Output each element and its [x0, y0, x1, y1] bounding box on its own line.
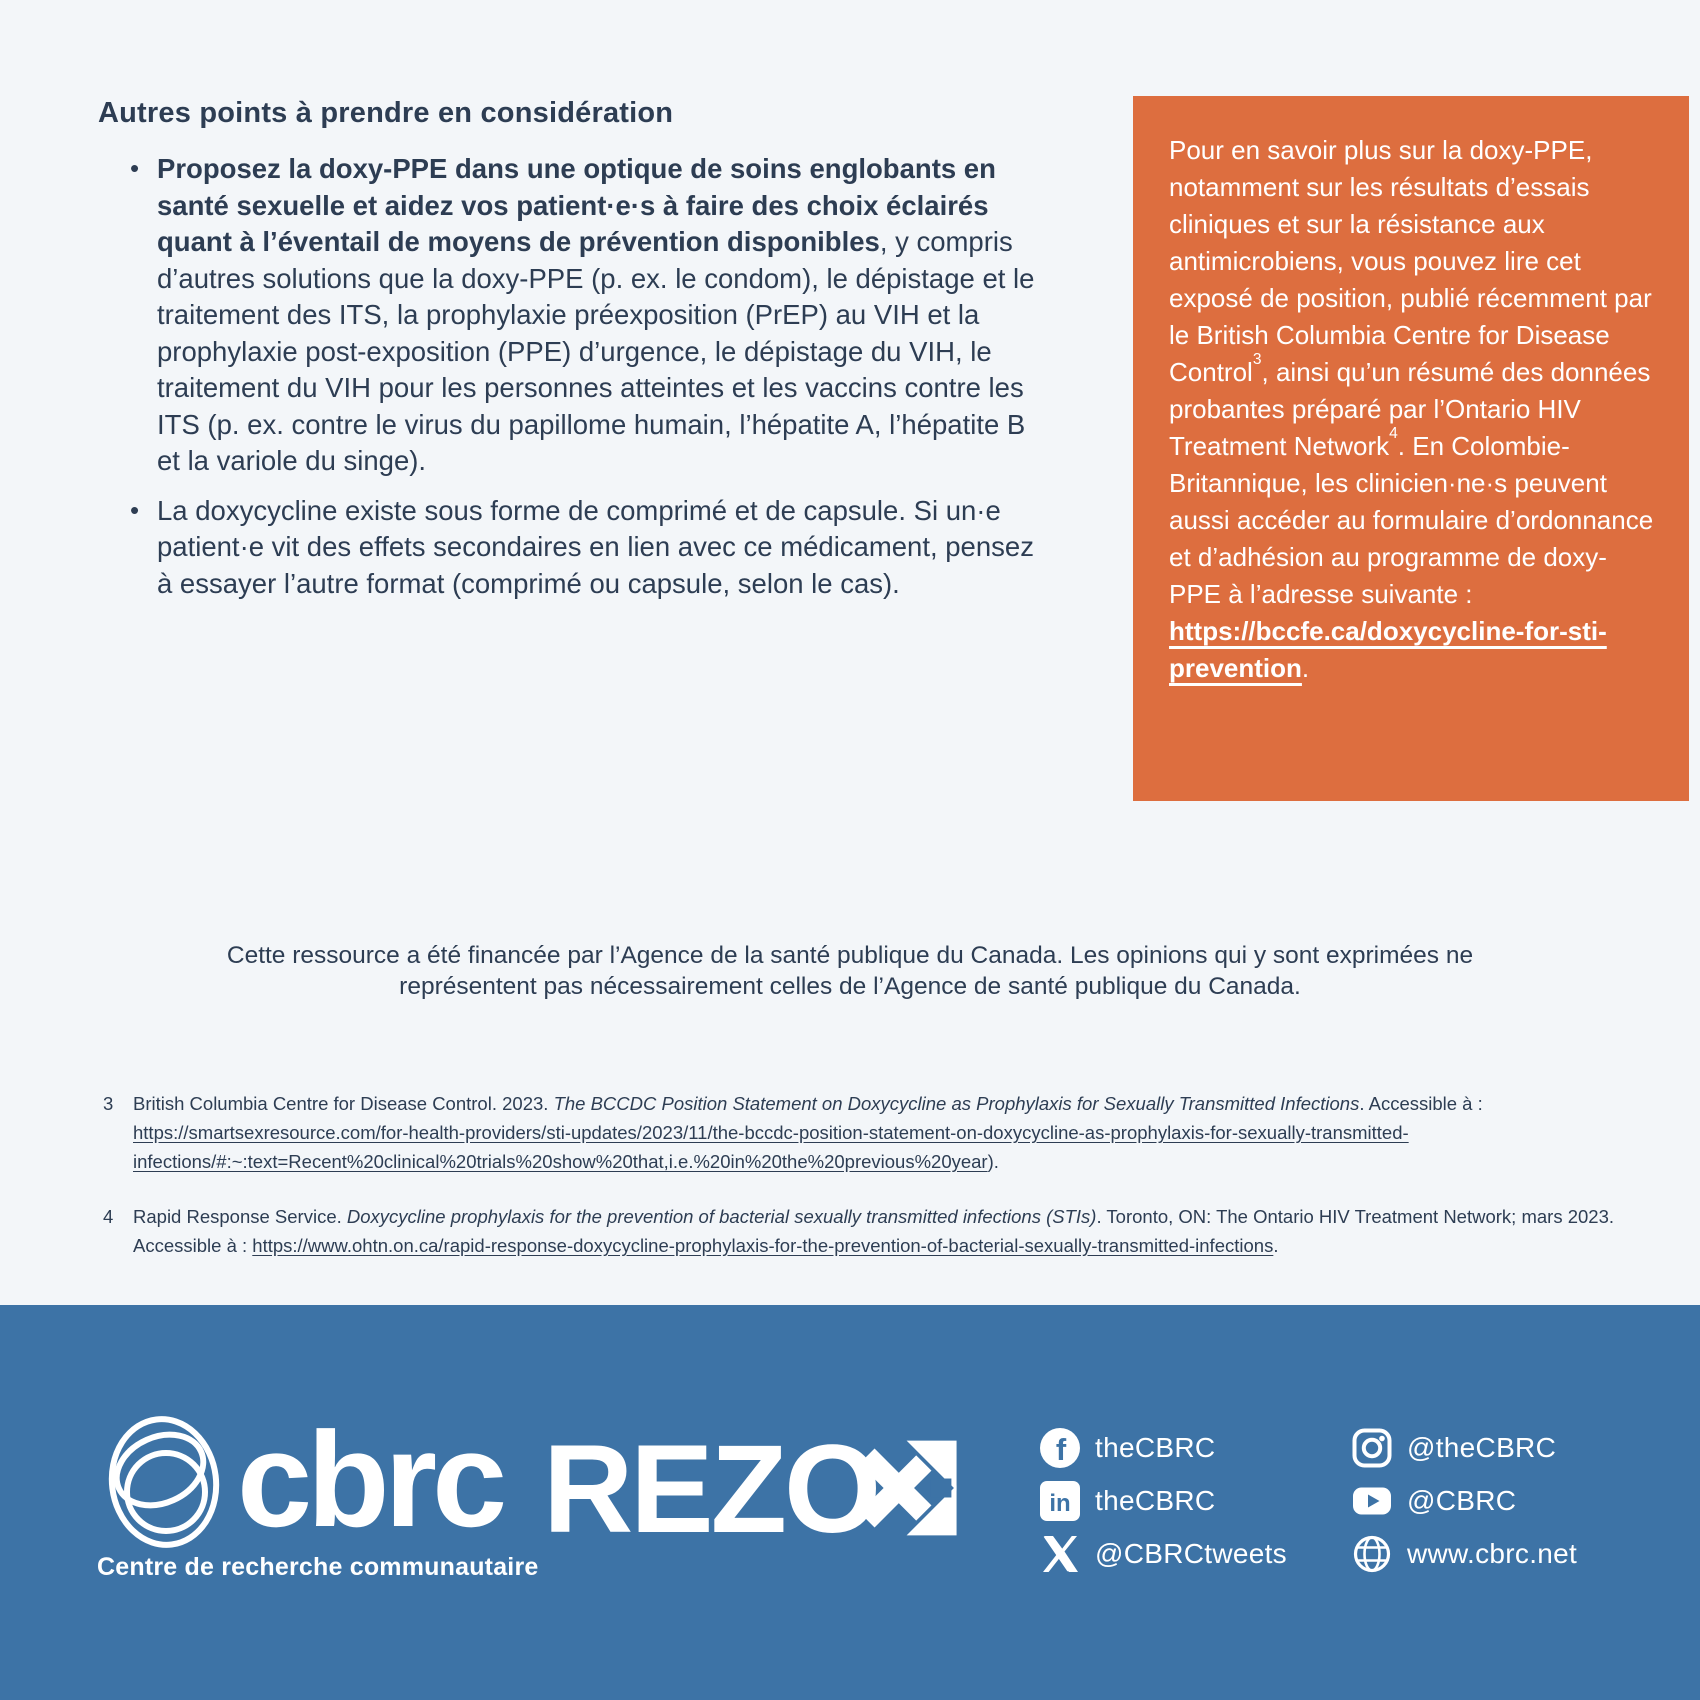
- footnote-number: 3: [103, 1093, 114, 1114]
- social-handle[interactable]: @CBRCtweets: [1095, 1538, 1287, 1569]
- social-handle[interactable]: theCBRC: [1095, 1485, 1216, 1516]
- footnote-4: [103, 1203, 1615, 1261]
- footnote-citation: . Accessible à :: [1359, 1093, 1483, 1114]
- footnote-url-link[interactable]: https://www.ohtn.on.ca/rapid-response-doxycycline-prophylaxis-for-the-prevention-of-bacterial-sexually-transmitted-infections: [252, 1234, 1274, 1256]
- footnote-text: [133, 1203, 1615, 1261]
- footnote-url-link[interactable]: https://smartsexresource.com/for-health-providers/sti-updates/2023/11/the-bccdc-position-statement-on-doxycycline-as-prophylaxis-for-sexually-transmitted-infections/#:~:text=Recent%20clinical%20trials%20show%20that,i.e.%20in%20the%20previous%20year: [133, 1121, 1409, 1172]
- rezo-wordmark: REZO: [543, 1420, 879, 1559]
- footnote-ref-3: 3: [1252, 350, 1262, 368]
- cbrc-rings-logo-icon: [100, 1408, 232, 1550]
- rezo-logo: [543, 1420, 960, 1559]
- funding-disclaimer: Cette ressource a été financée par l’Agence de la santé publique du Canada. Les opinions qui y sont exprimées ne représentent pas nécessairement celles de l’Agence de santé publique du Canada.: [226, 942, 1474, 1000]
- footnote-citation: British Columbia Centre for Disease Control. 2023.: [133, 1093, 554, 1114]
- section-heading: Autres points à prendre en considération: [98, 97, 674, 129]
- bullet-regular-text: La doxycycline existe sous forme de comprimé et de capsule. Si un·e patient·e vit des effets secondaires en lien avec ce médicament, pensez à essayer l’autre format (comprimé ou capsule, selon le cas).: [157, 494, 1034, 599]
- youtube-icon: [1352, 1481, 1392, 1521]
- social-handle[interactable]: theCBRC: [1095, 1432, 1216, 1463]
- svg-text:in: in: [1049, 1490, 1071, 1517]
- social-row-x-twitter[interactable]: [1040, 1534, 1287, 1574]
- callout-box: [1133, 96, 1689, 801]
- list-item: [128, 493, 1046, 603]
- social-handle[interactable]: @CBRC: [1407, 1485, 1517, 1516]
- callout-text: , ainsi qu’un résumé des données probantes préparé par l’Ontario HIV Treatment Network: [1169, 357, 1651, 461]
- footnote-number: 4: [103, 1206, 114, 1227]
- footnote-citation: .: [1273, 1234, 1279, 1256]
- callout-text: Pour en savoir plus sur la doxy-PPE, notamment sur les résultats d’essais cliniques et sur la résistance aux antimicrobiens, vous pouvez lire cet exposé de position, publié récemment par le British Columbia Centre for Disease Control: [1169, 135, 1652, 387]
- list-item: [128, 151, 1046, 480]
- footnote-title: Doxycycline prophylaxis for the prevention of bacterial sexually transmitted infections (STIs): [346, 1206, 1097, 1227]
- double-arrow-icon: [848, 1436, 960, 1540]
- instagram-icon: [1352, 1428, 1392, 1468]
- linkedin-icon: [1040, 1481, 1080, 1521]
- social-handle[interactable]: www.cbrc.net: [1407, 1538, 1578, 1569]
- social-column-right: [1352, 1428, 1577, 1574]
- footnote-3: [103, 1090, 1615, 1176]
- bullet-bold-text: Proposez la doxy-PPE dans une optique de soins englobants en santé sexuelle et aidez vos patient·e·s à faire des choix éclairés quant à l’éventail de moyens de prévention disponibles: [157, 153, 996, 257]
- footnote-title: The BCCDC Position Statement on Doxycycline as Prophylaxis for Sexually Transmitted Infections: [553, 1093, 1360, 1114]
- social-row-instagram[interactable]: [1352, 1428, 1577, 1468]
- callout-text: .: [1301, 653, 1310, 683]
- bullet-list: [128, 151, 1046, 615]
- social-row-website[interactable]: [1352, 1534, 1577, 1574]
- footnote-citation: Rapid Response Service.: [133, 1206, 347, 1227]
- globe-icon: [1352, 1534, 1392, 1574]
- bullet-icon: •: [130, 494, 140, 525]
- footnote-text: [133, 1090, 1615, 1176]
- social-column-left: [1040, 1428, 1287, 1574]
- facebook-icon: [1040, 1428, 1080, 1468]
- social-row-youtube[interactable]: [1352, 1481, 1577, 1521]
- callout-link[interactable]: https://bccfe.ca/doxycycline-for-sti-prevention: [1169, 616, 1607, 683]
- cbrc-tagline: Centre de recherche communautaire: [97, 1553, 539, 1581]
- bullet-icon: •: [130, 153, 140, 183]
- x-twitter-icon: [1040, 1534, 1080, 1574]
- footnote-ref-4: 4: [1389, 424, 1398, 442]
- footnote-citation: ).: [987, 1150, 999, 1172]
- social-row-linkedin[interactable]: [1040, 1481, 1287, 1521]
- bullet-regular-text: , y compris d’autres solutions que la doxy-PPE (p. ex. le condom), le dépistage et le traitement des ITS, la prophylaxie préexposition (PrEP) au VIH et la prophylaxie post-exposition (PPE) d’urgence, le dépistage du VIH, le traitement du VIH pour les personnes atteintes et les vaccins contre les ITS (p. ex. contre le virus du papillome humain, l’hépatite A, l’hépatite B et la variole du singe).: [157, 226, 1035, 476]
- social-row-facebook[interactable]: [1040, 1428, 1287, 1468]
- footnote-citation: . Toronto, ON: The Ontario HIV Treatment Network; mars 2023. Accessible à :: [133, 1206, 1614, 1256]
- svg-text:f: f: [1055, 1432, 1067, 1467]
- cbrc-wordmark: cbrc: [237, 1404, 503, 1555]
- callout-text: . En Colombie-Britannique, les clinicien·ne·s peuvent aussi accéder au formulaire d’ordonnance et d’adhésion au programme de doxy-PPE à l’adresse suivante :: [1169, 431, 1654, 609]
- social-handle[interactable]: @theCBRC: [1407, 1432, 1557, 1463]
